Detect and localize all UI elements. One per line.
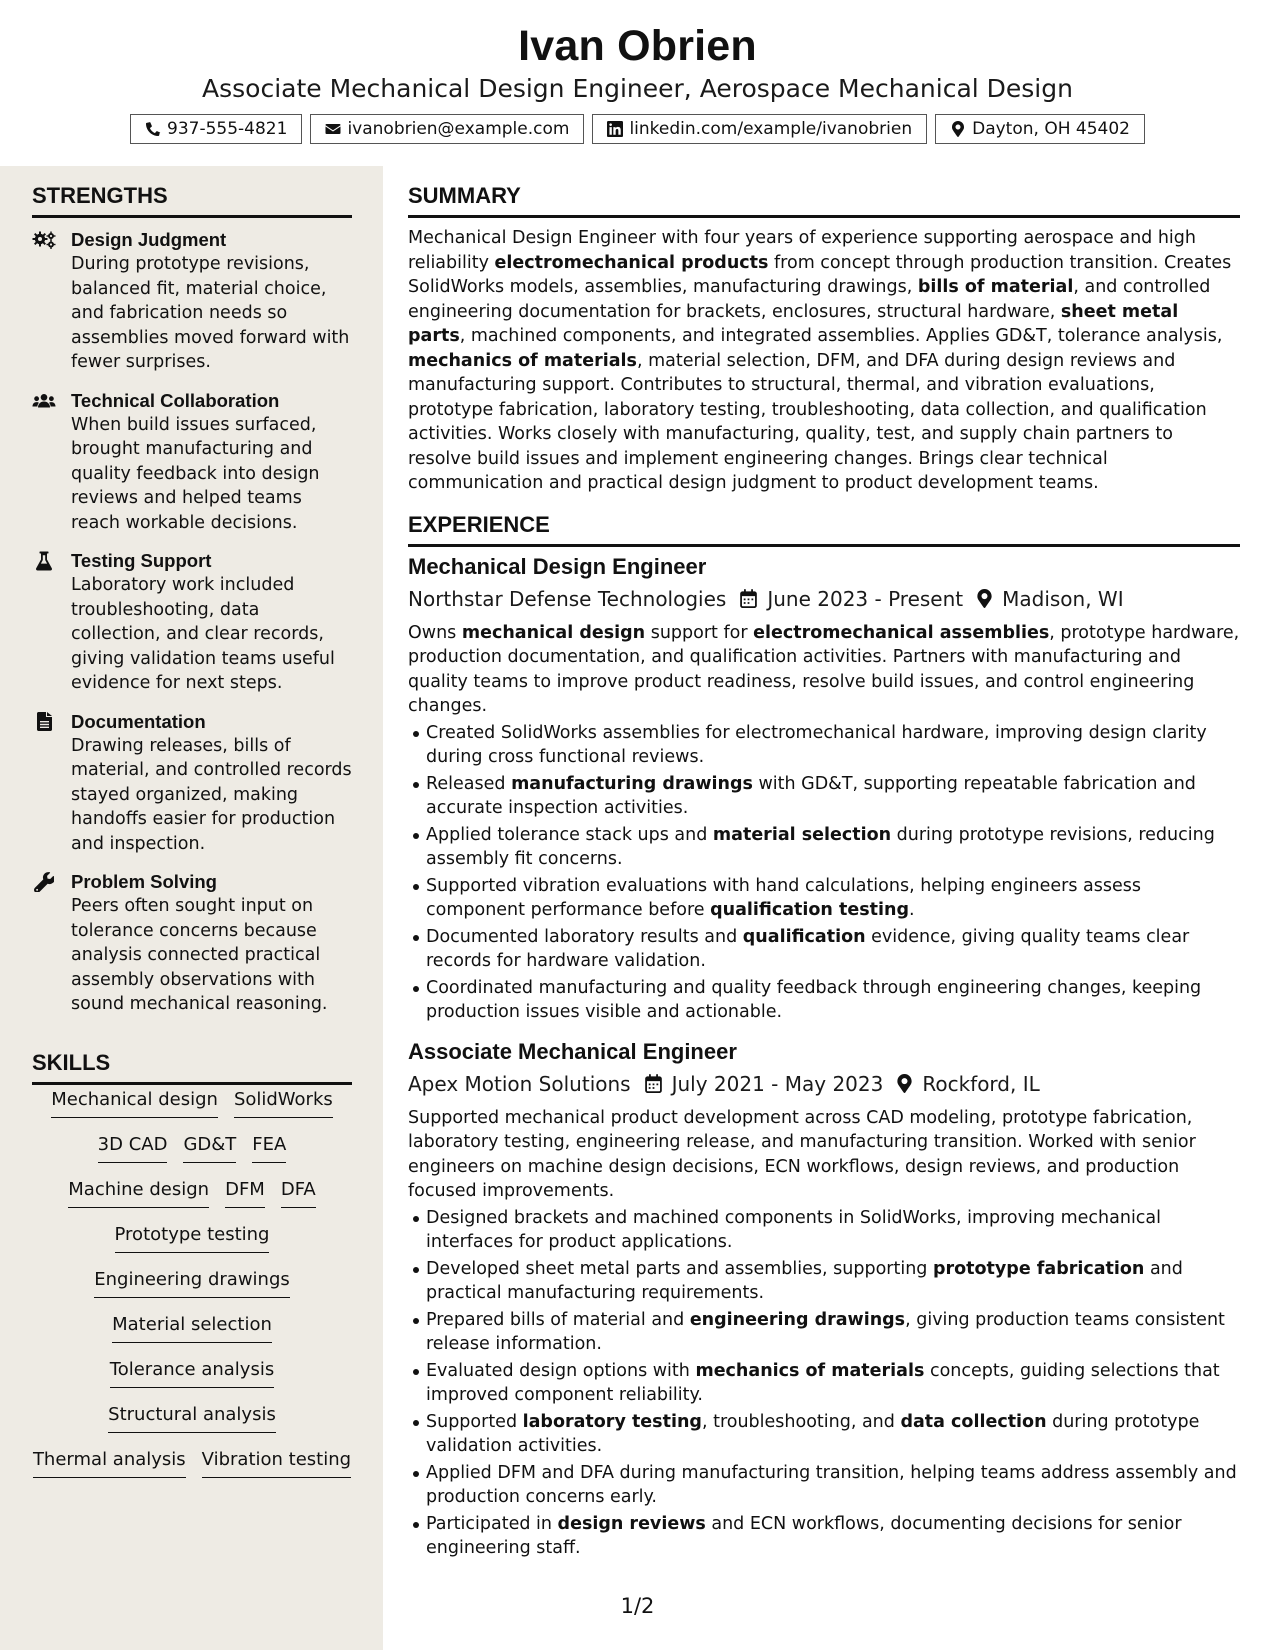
text-run: Supported vibration evaluations with hand calculations, helping engineers assess component performance before [426,875,1141,920]
text-run: Applied DFM and DFA during manufacturing transition, helping teams address assembly and production concerns early. [426,1462,1237,1507]
document-icon [32,712,56,732]
skill-tag: 3D CAD [98,1133,168,1163]
text-run: Applied tolerance stack ups and [426,824,713,845]
bullet-item [408,823,1240,872]
wrench-icon [32,872,56,892]
map-pin-icon [977,589,992,608]
text-run: Created SolidWorks assemblies for electromechanical hardware, improving design clarity during cross functional reviews. [426,722,1207,767]
bullet-item [408,1512,1240,1561]
calendar-icon [740,589,757,608]
contact-email-text: ivanobrien@example.com [347,119,570,139]
contact-email[interactable] [310,114,584,144]
linkedin-icon [607,121,623,137]
skill-tag: Machine design [68,1178,209,1208]
text-run: during prototype revisions, reducing assembly fit concerns. [426,824,1215,869]
skill-tag: DFM [225,1178,265,1208]
strength-description: Laboratory work included troubleshooting, data collection, and clear records, giving validation teams useful evidence for next steps. [71,575,335,693]
resume-header [0,0,1275,166]
text-run: Mechanical Design Engineer with four years of experience supporting aerospace and high reliability [408,228,1196,273]
bullet-item [408,1308,1240,1357]
job-bullets [408,721,1240,1025]
skill-row [32,1178,352,1223]
page-number: 1/2 [620,1594,655,1618]
skill-row [32,1313,352,1358]
text-run: Prepared bills of material and [426,1309,690,1330]
bold-keyword: mechanical design [461,622,646,643]
job-dates: July 2021 - May 2023 [671,1071,884,1096]
envelope-icon [325,121,341,137]
calendar-icon [645,1074,662,1093]
text-run: , troubleshooting, and [701,1411,901,1432]
job-entry [408,1038,1240,1561]
bullet-item [408,1206,1240,1255]
job-location: Rockford, IL [922,1071,1040,1096]
skill-tag: DFA [281,1178,316,1208]
text-run: concepts, guiding selections that improved component reliability. [426,1360,1220,1405]
job-dates: June 2023 - Present [767,586,964,611]
skill-tag: Structural analysis [108,1403,276,1433]
map-pin-icon [897,1074,912,1093]
text-run: , and controlled engineering documentation for brackets, enclosures, structural hardware, [408,277,1211,322]
bold-keyword: qualification [742,926,866,947]
text-run: and practical manufacturing requirements. [426,1258,1183,1303]
job-company: Northstar Defense Technologies [408,586,727,611]
text-run: with GD&T, supporting repeatable fabrication and accurate inspection activities. [426,773,1196,818]
skills-heading: SKILLS [32,1050,352,1085]
strength-item [32,389,352,536]
job-meta [408,1070,1240,1098]
strength-title: Testing Support [71,550,212,571]
summary-text [408,226,1240,496]
text-run: evidence, giving quality teams clear records for hardware validation. [426,926,1190,971]
flask-icon [32,551,56,571]
skill-tag: SolidWorks [234,1088,333,1118]
skill-tag: Mechanical design [51,1088,218,1118]
text-run: Developed sheet metal parts and assemblies, supporting [426,1258,933,1279]
bold-keyword: mechanics of materials [408,350,637,371]
strength-title: Design Judgment [71,229,227,250]
job-location: Madison, WI [1002,586,1124,611]
bold-keyword: engineering drawings [689,1309,906,1330]
contact-location [935,114,1145,144]
job-title: Associate Mechanical Engineer [408,1038,737,1064]
skill-tag: Thermal analysis [33,1448,186,1478]
text-run: during prototype validation activities. [426,1411,1200,1456]
skill-tag: Material selection [112,1313,272,1343]
job-meta [408,585,1240,613]
text-run: Supported [426,1411,523,1432]
map-pin-icon [950,121,966,137]
candidate-name: Ivan Obrien [518,22,757,70]
bold-keyword: mechanics of materials [695,1360,925,1381]
skill-row [32,1358,352,1403]
job-description [408,621,1240,719]
candidate-headline: Associate Mechanical Design Engineer, Aerospace Mechanical Design [202,74,1073,103]
strength-description: During prototype revisions, balanced fit, material choice, and fabrication needs so assemblies moved forward with fewer surprises. [71,254,350,372]
bold-keyword: design reviews [557,1513,706,1534]
job-bullets [408,1206,1240,1561]
users-icon [32,391,56,411]
bullet-item [408,1410,1240,1459]
bullet-item [408,721,1240,770]
experience-heading: EXPERIENCE [408,512,1240,547]
strength-item [32,710,352,857]
skill-row [32,1448,352,1493]
skill-tag: Prototype testing [115,1223,270,1253]
text-run: support for [645,622,754,643]
job-entry [408,553,1240,1025]
contact-linkedin[interactable] [592,114,927,144]
skill-row [32,1403,352,1448]
skill-row [32,1088,352,1133]
strength-title: Technical Collaboration [71,389,280,411]
strength-item [32,228,352,375]
main-content [408,166,1240,1563]
bold-keyword: manufacturing drawings [511,773,753,794]
text-run: Designed brackets and machined components in SolidWorks, improving mechanical interfaces for product applications. [426,1207,1162,1252]
text-run: . [908,900,915,920]
summary-heading: SUMMARY [408,183,1240,218]
strength-description: When build issues surfaced, brought manufacturing and quality feedback into design reviews and helped teams reach workable decisions. [71,414,320,533]
bold-keyword: sheet metal parts [408,301,1179,346]
text-run: Supported mechanical product development across CAD modeling, prototype fabrication, laboratory testing, engineering release, and manufacturing transition. Worked with senior engineers on machine design decisions, ECN workflows, design reviews, and production focused improvements. [408,1107,1196,1201]
bold-keyword: electromechanical products [494,252,769,273]
text-run: Documented laboratory results and [426,926,743,947]
text-run: , material selection, DFM, and DFA during design reviews and manufacturing support. Contributes to structural, thermal, and vibration evaluations, prototype fabrication, laboratory testing, troubleshooting, data collection, and qualification activities. Works closely with manufacturing, quality, test, and supply chain partners to resolve build issues and implement engineering changes. Brings clear technical communication and practical design judgment to product development teams. [408,350,1207,493]
job-title: Mechanical Design Engineer [408,553,707,579]
skill-tag: FEA [252,1133,286,1163]
bold-keyword: data collection [900,1411,1047,1432]
bold-keyword: prototype fabrication [932,1258,1145,1279]
contact-phone-text: 937-555-4821 [167,119,288,139]
bold-keyword: electromechanical assemblies [753,622,1050,643]
strengths-heading: STRENGTHS [32,183,352,218]
gears-icon [32,230,56,250]
contact-linkedin-text: linkedin.com/example/ivanobrien [629,119,913,139]
phone-icon [145,121,161,137]
text-run: and ECN workflows, documenting decisions for senior engineering staff. [426,1513,1182,1558]
text-run: Owns [408,622,462,643]
strength-item [32,549,352,696]
bullet-item [408,772,1240,821]
skill-tag: Engineering drawings [94,1268,290,1298]
bullet-item [408,976,1240,1025]
text-run: Participated in [426,1513,558,1534]
contact-bar [0,114,1275,144]
text-run: , machined components, and integrated assemblies. Applies GD&T, tolerance analysis, [459,326,1223,346]
bold-keyword: bills of material [917,277,1074,297]
skill-row [32,1133,352,1178]
bullet-item [408,1359,1240,1408]
bold-keyword: material selection [712,824,892,845]
contact-phone[interactable] [130,114,302,144]
bullet-item [408,874,1240,923]
skill-row [32,1223,352,1268]
bold-keyword: laboratory testing [522,1411,702,1432]
bullet-item [408,1257,1240,1306]
strength-description: Peers often sought input on tolerance concerns because analysis connected practical assembly observations with sound mechanical reasoning. [71,896,328,1014]
strength-title: Problem Solving [71,871,217,892]
strength-item [32,870,352,1017]
strengths-list [32,228,352,1031]
text-run: from concept through production transition. Creates SolidWorks models, assemblies, manufacturing drawings, [408,252,1232,297]
bullet-item [408,925,1240,974]
skill-tag: Tolerance analysis [110,1358,274,1388]
bold-keyword: qualification testing [710,900,909,920]
bullet-item [408,1461,1240,1510]
skill-tag: Vibration testing [202,1448,351,1478]
strength-description: Drawing releases, bills of material, and controlled records stayed organized, making handoffs easier for production and inspection. [71,735,352,854]
job-company: Apex Motion Solutions [408,1071,631,1096]
skill-tag: GD&T [183,1133,236,1163]
text-run: Released [426,773,512,794]
text-run: , giving production teams consistent release information. [426,1309,1225,1354]
skills-list [32,1088,352,1493]
text-run: Coordinated manufacturing and quality feedback through engineering changes, keeping production issues visible and actionable. [426,977,1202,1022]
contact-location-text: Dayton, OH 45402 [972,119,1130,139]
text-run: Evaluated design options with [426,1360,696,1381]
text-run: , prototype hardware, production documentation, and qualification activities. Partners with manufacturing and quality teams to improve product readiness, resolve build issues, and control engineering changes. [408,622,1240,716]
job-description [408,1106,1240,1204]
strength-title: Documentation [71,710,206,732]
skill-row [32,1268,352,1313]
